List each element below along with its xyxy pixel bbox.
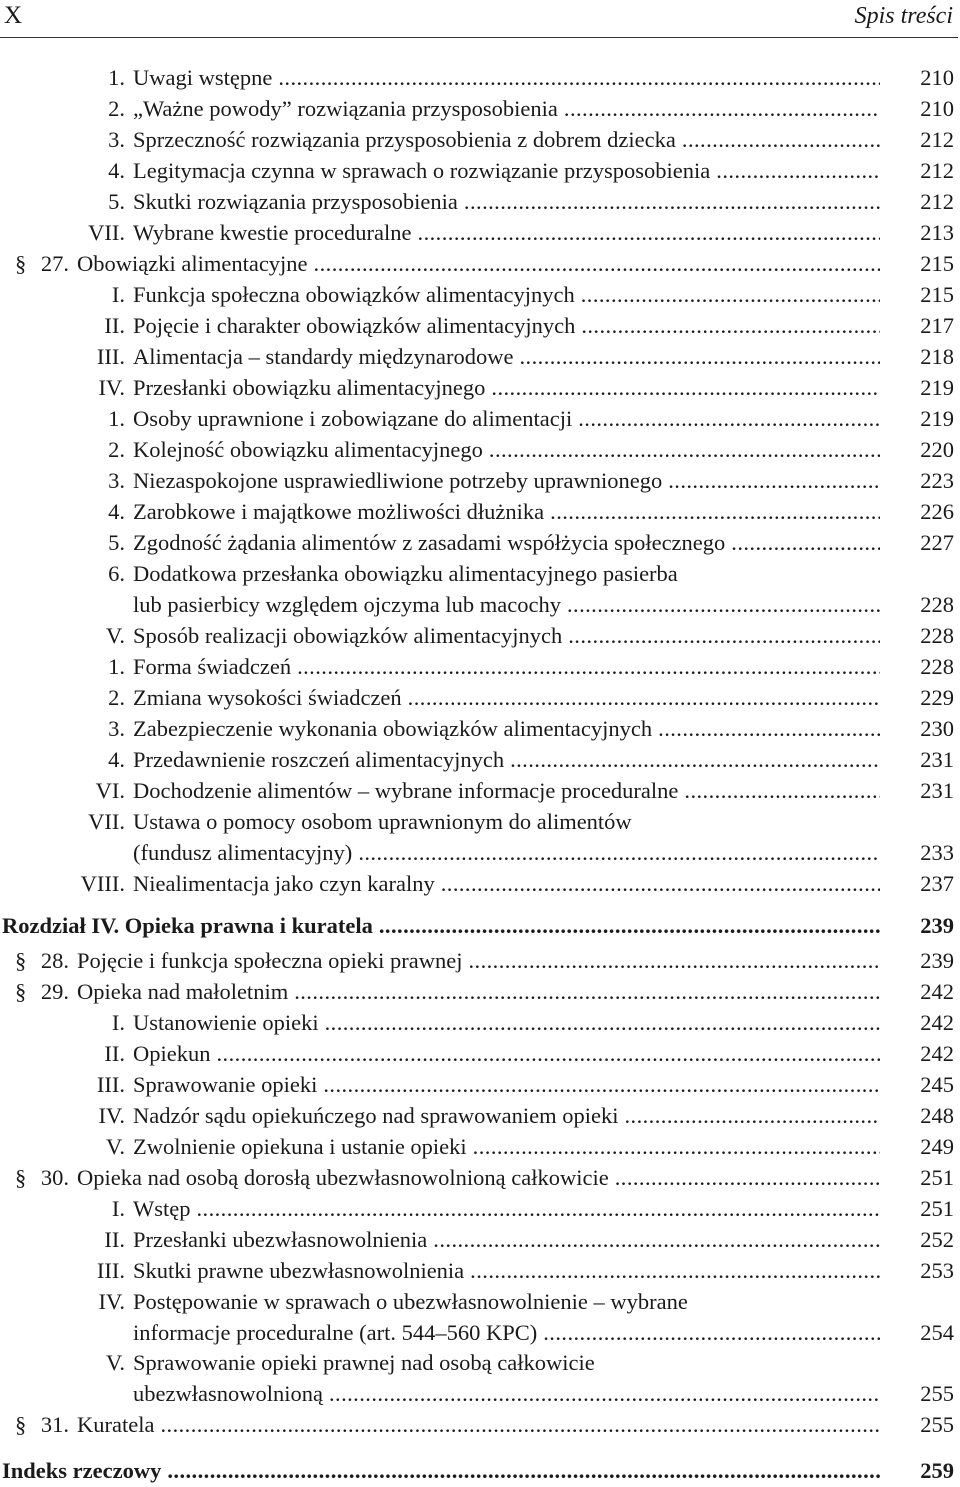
toc-entry xyxy=(0,744,960,775)
toc-entry-number: III. xyxy=(96,1258,125,1283)
dot-leader xyxy=(441,868,880,899)
toc-entry xyxy=(0,558,960,620)
toc-entry-title: Zmiana wysokości świadczeń xyxy=(133,685,402,710)
dot-leader xyxy=(543,1317,880,1348)
toc-entry-number: 1. xyxy=(108,406,125,431)
toc-page-number: 242 xyxy=(920,1041,954,1066)
running-header xyxy=(0,0,960,40)
dot-leader xyxy=(278,62,880,93)
toc-entry xyxy=(0,1100,960,1131)
toc-entry xyxy=(0,945,960,976)
toc-entry-title: Zgodność żądania alimentów z zasadami współżycia społecznego xyxy=(133,530,726,555)
section-sign: § xyxy=(15,979,27,1004)
toc-entry-number: 6. xyxy=(108,561,125,586)
toc-page-number: 223 xyxy=(920,468,954,493)
toc-entry-title: Forma świadczeń xyxy=(133,654,292,679)
toc-page-number: 227 xyxy=(920,530,954,555)
dot-leader xyxy=(314,248,880,279)
toc-entry xyxy=(0,1455,960,1486)
toc-entry-title: Opieka nad osobą dorosłą ubezwłasnowolnioną całkowicie xyxy=(77,1165,609,1190)
toc-page-number: 242 xyxy=(920,979,954,1004)
dot-leader xyxy=(491,372,880,403)
dot-leader xyxy=(468,945,880,976)
toc-page-number: 217 xyxy=(920,313,954,338)
dot-leader xyxy=(473,1131,880,1162)
toc-entry xyxy=(0,651,960,682)
toc-entry xyxy=(0,1007,960,1038)
section-sign: § xyxy=(15,1412,27,1437)
toc-page-number: 255 xyxy=(920,1381,954,1406)
dot-leader xyxy=(581,279,880,310)
section-sign: § xyxy=(15,1165,27,1190)
toc-page-number: 212 xyxy=(920,127,954,152)
toc-entry-title: Sprawowanie opieki prawnej nad osobą całkowicie xyxy=(133,1350,595,1375)
toc-entry-title: Opiekun xyxy=(133,1041,211,1066)
toc-page-number: 215 xyxy=(920,282,954,307)
toc-entry-title: Przesłanki obowiązku alimentacyjnego xyxy=(133,375,486,400)
toc-entry-title: Skutki prawne ubezwłasnowolnienia xyxy=(133,1258,465,1283)
toc-entry-number: I. xyxy=(111,1010,125,1035)
dot-leader xyxy=(167,1455,880,1486)
toc-entry-title: Osoby uprawnione i zobowiązane do alimentacji xyxy=(133,406,573,431)
toc-entry-number: 30. xyxy=(40,1165,69,1190)
toc-entry xyxy=(0,403,960,434)
section-sign: § xyxy=(15,948,27,973)
toc-entry-title: Dochodzenie alimentów – wybrane informacje proceduralne xyxy=(133,778,679,803)
toc-page-number: 239 xyxy=(920,913,954,938)
toc-entry-number: II. xyxy=(104,1041,125,1066)
toc-entry xyxy=(0,713,960,744)
toc-entry-title-continued: ubezwłasnowolnioną xyxy=(133,1381,323,1406)
toc-entry xyxy=(0,910,960,941)
toc-entry xyxy=(0,868,960,899)
toc-page-number: 255 xyxy=(920,1412,954,1437)
toc-entry xyxy=(0,1255,960,1286)
toc-page-number: 259 xyxy=(920,1458,954,1483)
toc-page-number: 248 xyxy=(920,1103,954,1128)
page-number-roman: X xyxy=(4,2,23,29)
toc-entry-title: Niezaspokojone usprawiedliwione potrzeby uprawnionego xyxy=(133,468,663,493)
toc-entry-title: Postępowanie w sprawach o ubezwłasnowolnienie – wybrane xyxy=(133,1289,688,1314)
toc-entry xyxy=(0,217,960,248)
toc-entry-title: Legitymacja czynna w sprawach o rozwiązanie przysposobienia xyxy=(133,158,711,183)
toc-entry-number: II. xyxy=(104,313,125,338)
toc-entry xyxy=(0,372,960,403)
toc-entry-number: IV. xyxy=(98,1103,125,1128)
dot-leader xyxy=(470,1255,880,1286)
toc-page-number: 219 xyxy=(920,406,954,431)
toc-entry-title: Funkcja społeczna obowiązków alimentacyjnych xyxy=(133,282,575,307)
toc-page-number: 245 xyxy=(920,1072,954,1097)
toc-entry xyxy=(0,1193,960,1224)
toc-entry xyxy=(0,806,960,868)
toc-entry xyxy=(0,527,960,558)
toc-entry xyxy=(0,1069,960,1100)
toc-entry-number: 5. xyxy=(108,189,125,214)
toc-entry-number: 2. xyxy=(108,96,125,121)
toc-entry xyxy=(0,1286,960,1348)
toc-page-number: 228 xyxy=(920,592,954,617)
dot-leader xyxy=(668,465,880,496)
toc-page-number: 249 xyxy=(920,1134,954,1159)
dot-leader xyxy=(323,1069,880,1100)
toc-entry-number: I. xyxy=(111,1196,125,1221)
toc-entry-number: 29. xyxy=(40,979,69,1004)
toc-entry-title: Alimentacja – standardy międzynarodowe xyxy=(133,344,514,369)
dot-leader xyxy=(567,589,880,620)
toc-page-number: 242 xyxy=(920,1010,954,1035)
toc-entry xyxy=(0,976,960,1007)
toc-page-number: 210 xyxy=(920,65,954,90)
toc-entry-number: VI. xyxy=(95,778,125,803)
dot-leader xyxy=(217,1038,881,1069)
toc-page-number: 239 xyxy=(920,948,954,973)
toc-entry-title: Opieka nad małoletnim xyxy=(77,979,289,1004)
dot-leader xyxy=(160,1409,880,1440)
toc-entry-number: 4. xyxy=(108,747,125,772)
toc-entry-number: 3. xyxy=(108,468,125,493)
toc-entry xyxy=(0,279,960,310)
toc-entry-number: 4. xyxy=(108,158,125,183)
toc-entry-number: 3. xyxy=(108,716,125,741)
toc-entry-title: Dodatkowa przesłanka obowiązku alimentacyjnego pasierba xyxy=(133,561,678,586)
toc-entry-number: 5. xyxy=(108,530,125,555)
dot-leader xyxy=(716,155,880,186)
toc-page-number: 237 xyxy=(920,871,954,896)
toc-entry-title: „Ważne powody” rozwiązania przysposobienia xyxy=(133,96,558,121)
toc-entry-number: 2. xyxy=(108,685,125,710)
toc-page-number: 253 xyxy=(920,1258,954,1283)
toc-entry-number: 27. xyxy=(40,251,69,276)
toc-entry xyxy=(0,310,960,341)
toc-entry-title: Zwolnienie opiekuna i ustanie opieki xyxy=(133,1134,467,1159)
toc-entry-title: Wybrane kwestie proceduralne xyxy=(133,220,412,245)
toc-page-number: 233 xyxy=(920,840,954,865)
toc-entry-number: V. xyxy=(106,623,125,648)
toc-page-number: 212 xyxy=(920,189,954,214)
toc-entry xyxy=(0,1131,960,1162)
toc-entry xyxy=(0,465,960,496)
toc-page-number: 213 xyxy=(920,220,954,245)
toc-entry xyxy=(0,434,960,465)
toc-entry-title: Nadzór sądu opiekuńczego nad sprawowaniem opieki xyxy=(133,1103,619,1128)
toc-page-number: 230 xyxy=(920,716,954,741)
dot-leader xyxy=(196,1193,880,1224)
toc-entry-title: Obowiązki alimentacyjne xyxy=(77,251,308,276)
toc-page-number: 254 xyxy=(920,1320,954,1345)
section-sign: § xyxy=(15,251,27,276)
dot-leader xyxy=(731,527,880,558)
toc-entry xyxy=(0,124,960,155)
dot-leader xyxy=(520,341,881,372)
dot-leader xyxy=(297,651,880,682)
toc-entry-title: Wstęp xyxy=(133,1196,191,1221)
dot-leader xyxy=(329,1378,880,1409)
dot-leader xyxy=(294,976,880,1007)
toc-page-number: 212 xyxy=(920,158,954,183)
toc-entry-title: Zarobkowe i majątkowe możliwości dłużnika xyxy=(133,499,545,524)
toc-entry xyxy=(0,62,960,93)
toc-entry-title: Uwagi wstępne xyxy=(133,65,273,90)
toc-entry xyxy=(0,1162,960,1193)
toc-entry-title: Skutki rozwiązania przysposobienia xyxy=(133,189,458,214)
toc-entry xyxy=(0,248,960,279)
dot-leader xyxy=(325,1007,880,1038)
toc-entry-number: 2. xyxy=(108,437,125,462)
dot-leader xyxy=(658,713,880,744)
toc-page-number: 218 xyxy=(920,344,954,369)
toc-entry-number: III. xyxy=(96,344,125,369)
toc-entry-number: 4. xyxy=(108,499,125,524)
dot-leader xyxy=(684,775,880,806)
toc-entry-title: Kolejność obowiązku alimentacyjnego xyxy=(133,437,483,462)
toc-entry xyxy=(0,496,960,527)
toc-entry-number: III. xyxy=(96,1072,125,1097)
dot-leader xyxy=(550,496,880,527)
dot-leader xyxy=(624,1100,880,1131)
toc-entry-title: Kuratela xyxy=(77,1412,155,1437)
dot-leader xyxy=(358,837,880,868)
dot-leader xyxy=(578,403,880,434)
toc-entry-title: Niealimentacja jako czyn karalny xyxy=(133,871,435,896)
dot-leader xyxy=(379,910,880,941)
toc-entry xyxy=(0,620,960,651)
toc-page-number: 228 xyxy=(920,623,954,648)
toc-entry-number: VII. xyxy=(88,220,125,245)
toc-page-number: 231 xyxy=(920,747,954,772)
toc-entry-number: IV. xyxy=(98,375,125,400)
toc-entry xyxy=(0,1038,960,1069)
dot-leader xyxy=(615,1162,880,1193)
toc-entry-title: Przesłanki ubezwłasnowolnienia xyxy=(133,1227,428,1252)
toc-page-number: 251 xyxy=(920,1196,954,1221)
toc-page-number: 229 xyxy=(920,685,954,710)
toc-page-number: 219 xyxy=(920,375,954,400)
dot-leader xyxy=(564,93,880,124)
toc-entry-title: Ustawa o pomocy osobom uprawnionym do alimentów xyxy=(133,809,632,834)
toc-entry-title: Sprawowanie opieki xyxy=(133,1072,318,1097)
dot-leader xyxy=(581,310,880,341)
dot-leader xyxy=(418,217,880,248)
toc-entry-number: II. xyxy=(104,1227,125,1252)
toc-entry-title: Indeks rzeczowy xyxy=(2,1458,162,1483)
toc-entry xyxy=(0,1224,960,1255)
toc-entry-number: IV. xyxy=(98,1289,125,1314)
toc-page-number: 215 xyxy=(920,251,954,276)
toc-entry-number: VII. xyxy=(88,809,125,834)
toc-page-number: 231 xyxy=(920,778,954,803)
toc-entry xyxy=(0,1409,960,1440)
toc-page-number: 252 xyxy=(920,1227,954,1252)
dot-leader xyxy=(568,620,880,651)
toc-entry xyxy=(0,93,960,124)
toc-page-number: 226 xyxy=(920,499,954,524)
dot-leader xyxy=(489,434,880,465)
toc-entry-number: V. xyxy=(106,1134,125,1159)
toc-entry-title: Pojęcie i funkcja społeczna opieki prawnej xyxy=(77,948,463,973)
running-title: Spis treści xyxy=(854,3,953,29)
toc-page-number: 220 xyxy=(920,437,954,462)
toc-page-number: 251 xyxy=(920,1165,954,1190)
toc-entry-number: 1. xyxy=(108,65,125,90)
toc-entry-number: 31. xyxy=(40,1412,69,1437)
toc-entry xyxy=(0,775,960,806)
dot-leader xyxy=(682,124,880,155)
toc-entry-number: 1. xyxy=(108,654,125,679)
toc-entry-title-continued: lub pasierbicy względem ojczyma lub macochy xyxy=(133,592,561,617)
dot-leader xyxy=(464,186,880,217)
toc-entry-number: 3. xyxy=(108,127,125,152)
toc-entry xyxy=(0,186,960,217)
toc-entry-title: Sposób realizacji obowiązków alimentacyjnych xyxy=(133,623,563,648)
toc-entry-number: I. xyxy=(111,282,125,307)
toc-entry-number: 28. xyxy=(40,948,69,973)
toc-entry xyxy=(0,155,960,186)
dot-leader xyxy=(433,1224,880,1255)
dot-leader xyxy=(510,744,880,775)
dot-leader xyxy=(408,682,880,713)
toc-entry-number: V. xyxy=(106,1350,125,1375)
toc-entry-title: Sprzeczność rozwiązania przysposobienia z dobrem dziecka xyxy=(133,127,676,152)
toc-entry-title: Rozdział IV. Opieka prawna i kuratela xyxy=(2,913,373,938)
toc-entry-title: Pojęcie i charakter obowiązków alimentacyjnych xyxy=(133,313,576,338)
toc-entry-number: VIII. xyxy=(80,871,125,896)
toc-page-number: 228 xyxy=(920,654,954,679)
header-rule xyxy=(0,37,958,38)
toc-entry-title: Ustanowienie opieki xyxy=(133,1010,319,1035)
toc-entry xyxy=(0,1347,960,1409)
toc-entry-title-continued: (fundusz alimentacyjny) xyxy=(133,840,353,865)
toc-entry xyxy=(0,682,960,713)
toc-entry-title: Przedawnienie roszczeń alimentacyjnych xyxy=(133,747,505,772)
toc-entry xyxy=(0,341,960,372)
toc-entry-title-continued: informacje proceduralne (art. 544–560 KPC) xyxy=(133,1320,538,1345)
toc-entry-title: Zabezpieczenie wykonania obowiązków alimentacyjnych xyxy=(133,716,653,741)
toc-page-number: 210 xyxy=(920,96,954,121)
